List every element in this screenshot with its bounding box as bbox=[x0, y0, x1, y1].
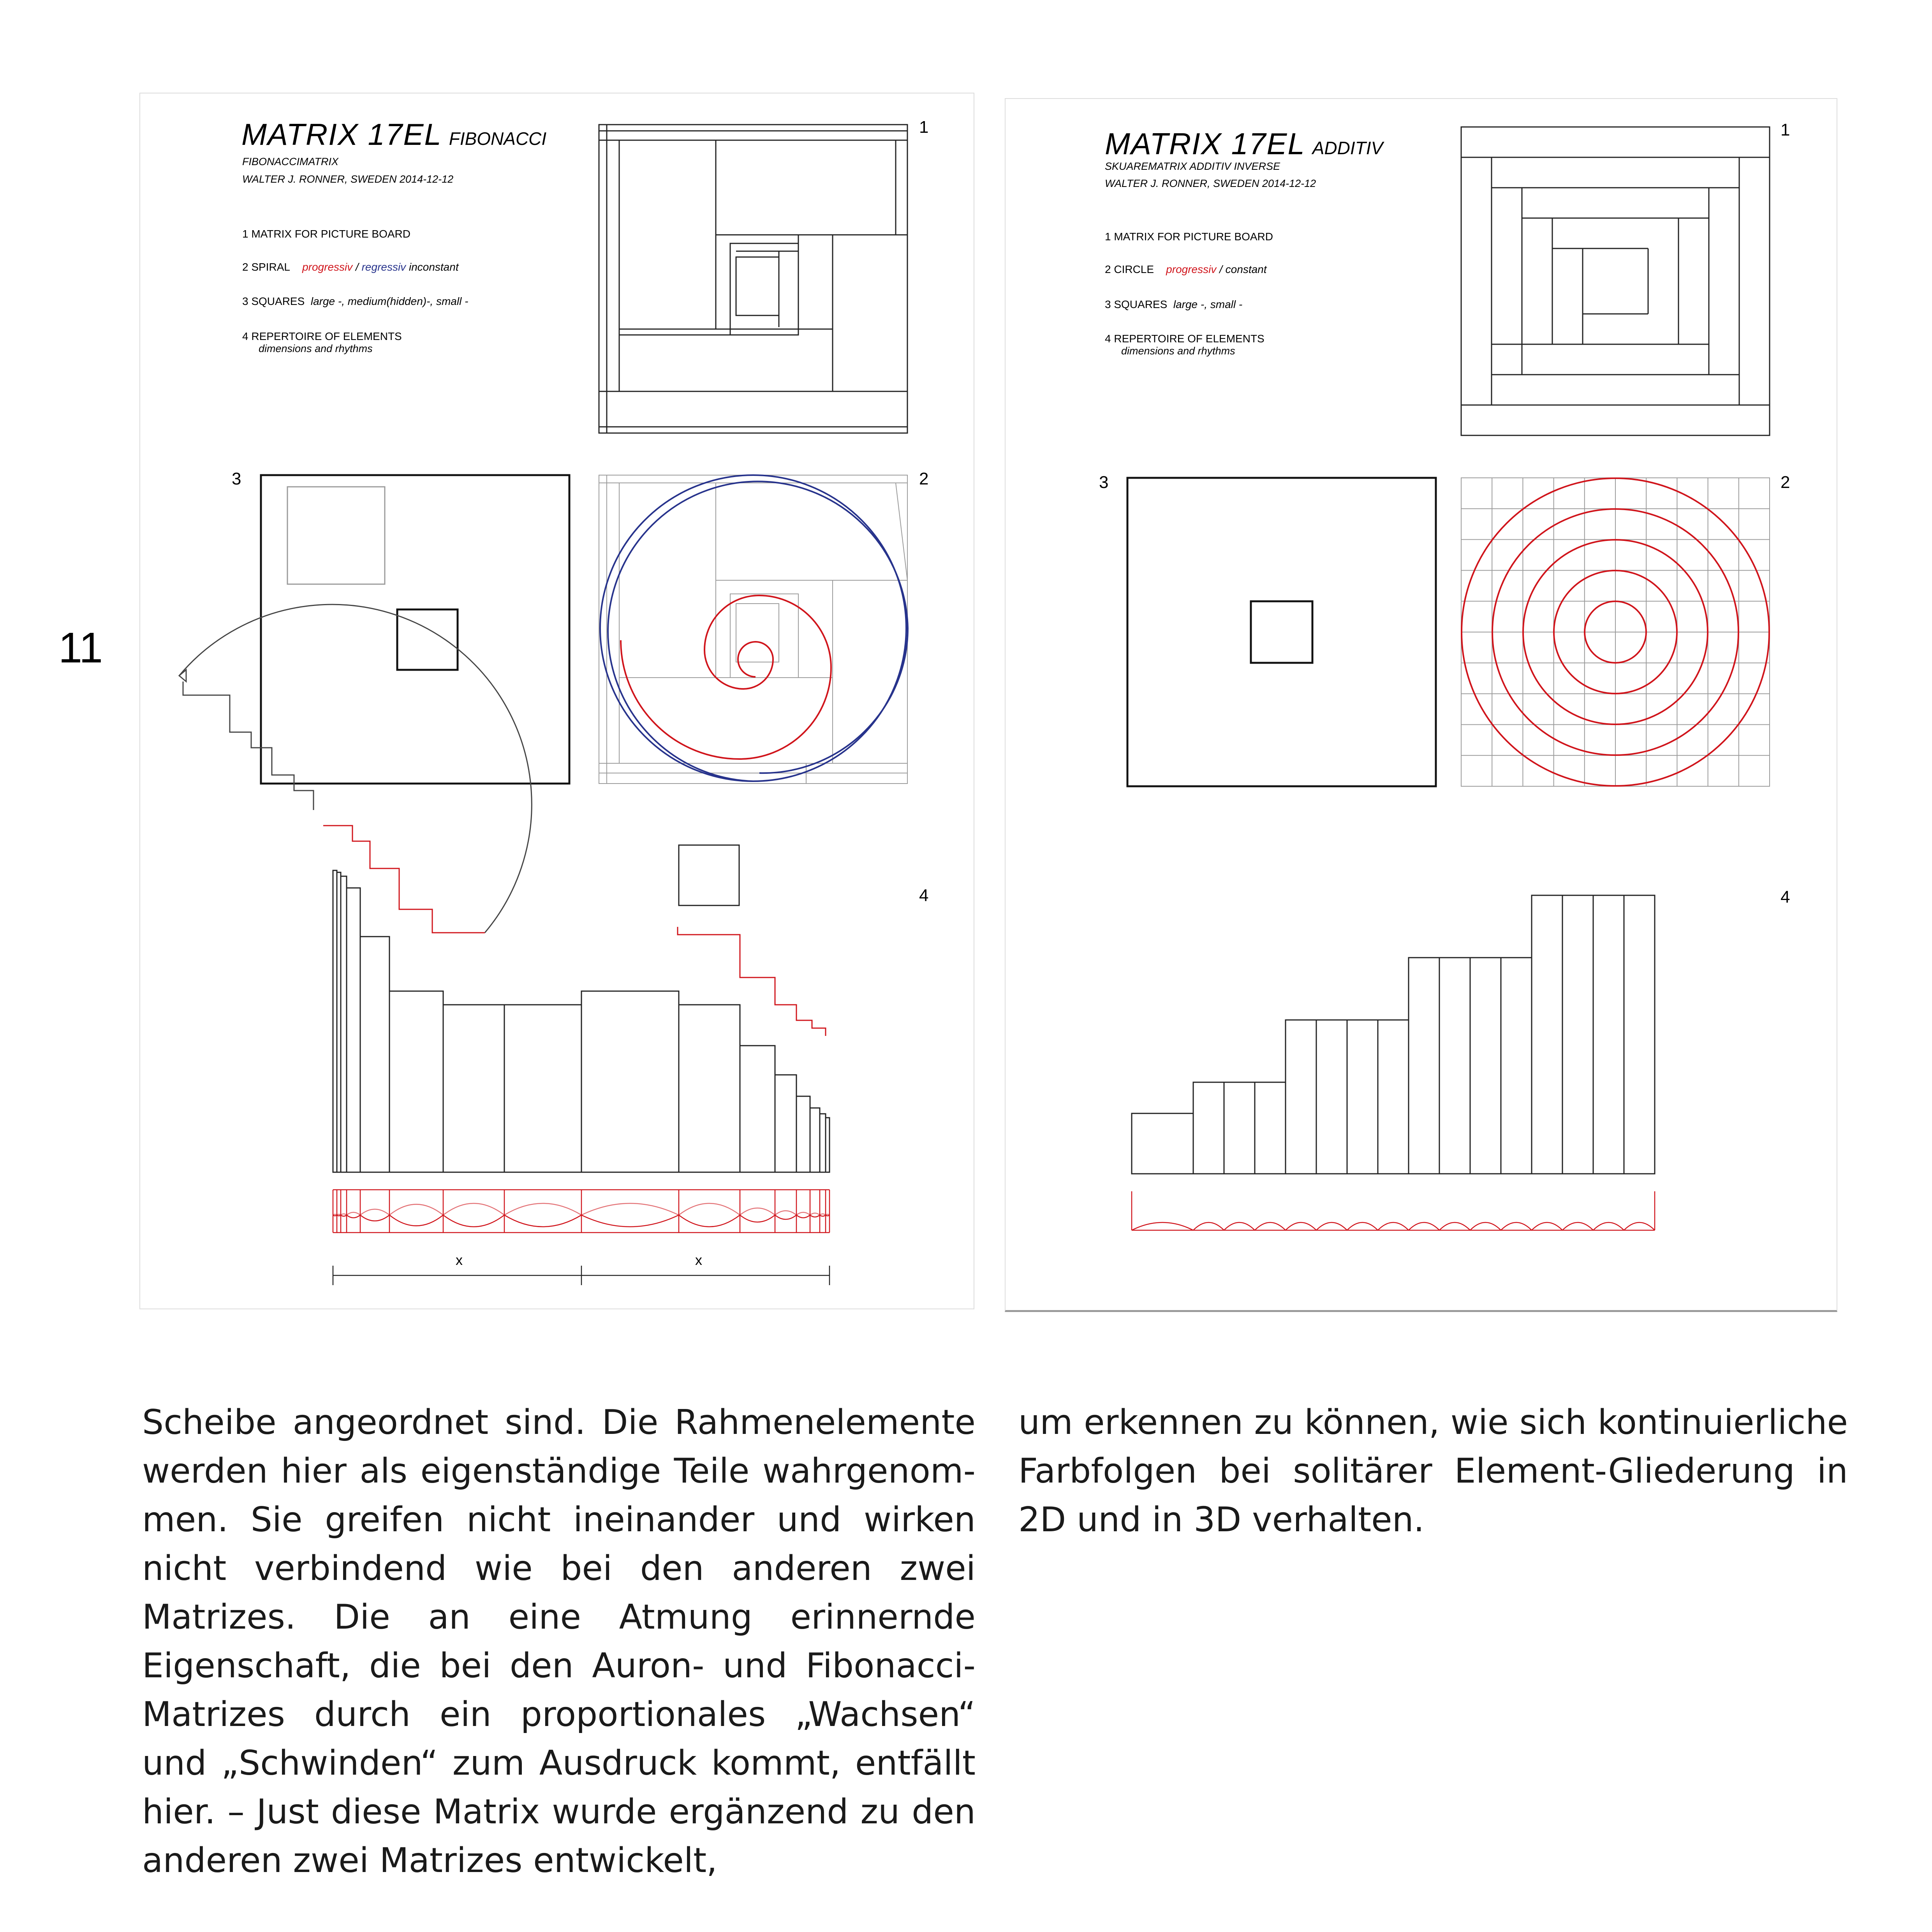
ruler-arc bbox=[796, 1215, 810, 1218]
ruler-arc bbox=[341, 1215, 347, 1216]
legend-item-4-label: 4 REPERTOIRE OF ELEMENTS bbox=[1105, 333, 1265, 345]
ruler-arc bbox=[1593, 1222, 1624, 1230]
panel-number-1: 1 bbox=[919, 118, 929, 137]
fibonacci-matrix-drawing bbox=[140, 93, 974, 1309]
sheet-title bbox=[1105, 126, 1383, 162]
fibonacci-bar bbox=[504, 1005, 581, 1172]
title-main: MATRIX 17EL bbox=[1105, 127, 1305, 161]
fibonacci-bar bbox=[581, 991, 679, 1172]
additiv-bar bbox=[1316, 1020, 1347, 1174]
panel-number-2: 2 bbox=[1781, 473, 1790, 492]
ruler-arc bbox=[581, 1215, 679, 1227]
ruler-arc bbox=[1378, 1222, 1409, 1230]
ruler-arc bbox=[341, 1214, 347, 1215]
additiv-bar bbox=[1409, 958, 1439, 1174]
additiv-bar bbox=[1439, 958, 1470, 1174]
ruler-arc bbox=[740, 1215, 775, 1222]
ruler-arc bbox=[740, 1208, 775, 1215]
x-dimension-lines bbox=[333, 1266, 830, 1285]
additiv-bar bbox=[1286, 1020, 1316, 1174]
ruler-arc bbox=[826, 1214, 830, 1215]
sheet-title bbox=[241, 117, 546, 152]
additiv-bar bbox=[1470, 958, 1501, 1174]
legend-constant: / constant bbox=[1216, 263, 1267, 275]
ruler-arc bbox=[1286, 1222, 1316, 1230]
ruler-arc bbox=[1532, 1222, 1562, 1230]
legend-item-1: 1 MATRIX FOR PICTURE BOARD bbox=[242, 228, 410, 240]
legend-item-4-detail: dimensions and rhythms bbox=[1121, 345, 1235, 357]
fibonacci-bar bbox=[443, 1005, 504, 1172]
connector-lines bbox=[179, 604, 826, 1036]
panel-4-small-square bbox=[679, 845, 739, 905]
legend-item-2-label: 2 SPIRAL bbox=[242, 261, 290, 273]
additiv-bar bbox=[1132, 1113, 1193, 1174]
additiv-bar bbox=[1193, 1082, 1224, 1174]
fibonacci-bar bbox=[820, 1114, 826, 1172]
legend-item-4 bbox=[1105, 333, 1265, 357]
panel-2-blue-spiral bbox=[600, 475, 908, 781]
additiv-bar bbox=[1501, 958, 1532, 1174]
additiv-bar bbox=[1255, 1082, 1286, 1174]
ruler-arc bbox=[810, 1215, 820, 1217]
fibonacci-bar bbox=[796, 1096, 810, 1172]
title-suffix: FIBONACCI bbox=[449, 129, 547, 149]
additiv-bar bbox=[1347, 1020, 1378, 1174]
additiv-bar bbox=[1224, 1082, 1255, 1174]
ruler-arc bbox=[1193, 1222, 1224, 1230]
title-main: MATRIX 17EL bbox=[241, 117, 442, 151]
additiv-matrix-sheet bbox=[1005, 98, 1837, 1312]
subtitle-author: WALTER J. RONNER, SWEDEN 2014-12-12 bbox=[1105, 178, 1316, 189]
additiv-bar bbox=[1378, 1020, 1409, 1174]
legend-separator: / bbox=[352, 261, 362, 273]
ruler-arc bbox=[443, 1203, 504, 1215]
subtitle-matrix: SKUAREMATRIX ADDITIV INVERSE bbox=[1105, 160, 1280, 172]
fibonacci-bar bbox=[389, 991, 443, 1172]
panel-number-3: 3 bbox=[232, 469, 241, 488]
panel-number-1: 1 bbox=[1781, 120, 1790, 139]
panel-number-4: 4 bbox=[1781, 888, 1790, 907]
legend-progressiv: progressiv bbox=[302, 261, 353, 273]
panel-2-grid bbox=[1461, 478, 1770, 786]
legend-item-2-label: 2 CIRCLE bbox=[1105, 263, 1154, 275]
ruler-arc bbox=[347, 1212, 360, 1215]
body-text-left-column: Scheibe angeordnet sind. Die Rahmenelemente werden hier als eigenständige Teile wahrgenommen. Sie greifen nicht ineinander und wirken nicht verbindend wie bei den anderen zwei Matrizes. Die an eine Atmung erinnernde Eigenschaft, die bei den Auron- und Fibonacci-Matrizes durch ein proportionales „Wachsen“ und „Schwinden“ zum Ausdruck kommt, entfällt hier. – Just diese Matrix wurde ergänzend zu den anderen zwei Matrizes entwickelt, bbox=[142, 1402, 976, 1880]
legend-item-2 bbox=[1105, 263, 1267, 276]
fibonacci-matrix-sheet bbox=[139, 93, 974, 1309]
ruler-arc bbox=[389, 1204, 443, 1215]
ruler-arc bbox=[1347, 1222, 1378, 1230]
legend-item-3 bbox=[1105, 298, 1242, 311]
ruler-arc bbox=[504, 1203, 581, 1215]
ruler-arc bbox=[504, 1215, 581, 1227]
ruler-arc bbox=[1562, 1222, 1593, 1230]
legend-item-3-detail: large -, small - bbox=[1173, 298, 1243, 310]
ruler-arc bbox=[679, 1215, 740, 1227]
panel-3-squares bbox=[261, 475, 569, 784]
ruler-arc bbox=[1316, 1222, 1347, 1230]
panel-4-additiv-bars bbox=[1132, 895, 1655, 1174]
additiv-matrix-drawing bbox=[1006, 99, 1837, 1310]
legend-regressiv: regressiv bbox=[361, 261, 406, 273]
page-number: 11 bbox=[58, 624, 103, 672]
ruler-arc bbox=[1132, 1222, 1193, 1230]
ruler-arc bbox=[820, 1214, 826, 1215]
ruler-arc bbox=[581, 1203, 679, 1215]
ruler-arc bbox=[810, 1213, 820, 1215]
legend-item-3-label: 3 SQUARES bbox=[242, 295, 305, 307]
legend-inconstant: inconstant bbox=[406, 261, 459, 273]
ruler-arc bbox=[1470, 1222, 1501, 1230]
additiv-bar bbox=[1532, 895, 1562, 1174]
ruler-arc bbox=[1439, 1222, 1470, 1230]
fibonacci-bar bbox=[679, 1005, 740, 1172]
fibonacci-bar bbox=[775, 1075, 796, 1172]
ruler-arc bbox=[360, 1215, 389, 1221]
panel-1-picture-board bbox=[1461, 127, 1770, 435]
ruler-arc bbox=[679, 1203, 740, 1215]
ruler-arc bbox=[360, 1209, 389, 1215]
legend-progressiv: progressiv bbox=[1166, 263, 1217, 275]
legend-item-3-label: 3 SQUARES bbox=[1105, 298, 1168, 310]
fibonacci-bar bbox=[360, 937, 389, 1172]
title-suffix: ADDITIV bbox=[1312, 138, 1383, 158]
legend-item-2 bbox=[242, 261, 459, 273]
ruler-arc bbox=[796, 1212, 810, 1215]
legend-item-4 bbox=[242, 330, 402, 355]
ruler-arc bbox=[347, 1215, 360, 1218]
panel-number-2: 2 bbox=[919, 469, 929, 488]
ruler-arc bbox=[1409, 1222, 1439, 1230]
subtitle-matrix: FIBONACCIMATRIX bbox=[242, 156, 339, 167]
ruler-arc bbox=[337, 1214, 341, 1215]
ruler-arc bbox=[1501, 1222, 1532, 1230]
panel-1-picture-board bbox=[599, 125, 907, 433]
additiv-bar bbox=[1593, 895, 1624, 1174]
legend-item-4-detail: dimensions and rhythms bbox=[259, 343, 373, 354]
additiv-bar bbox=[1624, 895, 1655, 1174]
legend-item-4-label: 4 REPERTOIRE OF ELEMENTS bbox=[242, 330, 402, 342]
panel-4-fibonacci-bars bbox=[333, 870, 830, 1172]
ruler-arc bbox=[775, 1215, 796, 1219]
ruler-arc bbox=[1224, 1222, 1255, 1230]
ruler-arc bbox=[1255, 1222, 1286, 1230]
fibonacci-bar bbox=[740, 1046, 775, 1172]
subtitle-author: WALTER J. RONNER, SWEDEN 2014-12-12 bbox=[242, 173, 454, 185]
panel-4-rhythm-ruler bbox=[1132, 1191, 1655, 1230]
fibonacci-bar bbox=[341, 876, 347, 1172]
x-label-left: x bbox=[456, 1252, 463, 1268]
ruler-arc bbox=[333, 1214, 337, 1215]
fibonacci-bar bbox=[826, 1118, 830, 1172]
ruler-arc bbox=[775, 1211, 796, 1215]
panel-number-3: 3 bbox=[1099, 473, 1109, 492]
x-label-right: x bbox=[695, 1252, 702, 1268]
ruler-arc bbox=[443, 1215, 504, 1227]
ruler-arc bbox=[820, 1215, 826, 1216]
legend-item-3 bbox=[242, 295, 468, 308]
fibonacci-bar bbox=[347, 888, 360, 1172]
additiv-bar bbox=[1562, 895, 1593, 1174]
panel-4-rhythm-ruler bbox=[333, 1190, 830, 1233]
legend-item-3-detail: large -, medium(hidden)-, small - bbox=[310, 295, 468, 307]
panel-number-4: 4 bbox=[919, 886, 929, 905]
fibonacci-bar bbox=[810, 1108, 820, 1172]
body-text-right-column: um erkennen zu können, wie sich kontinuierliche Farbfolgen bei solitärer Element-Gliederung in 2D und in 3D verhalten. bbox=[1018, 1402, 1848, 1539]
panel-3-squares bbox=[1127, 478, 1436, 786]
legend-item-1: 1 MATRIX FOR PICTURE BOARD bbox=[1105, 231, 1273, 243]
ruler-arc bbox=[389, 1215, 443, 1226]
ruler-arc bbox=[1624, 1222, 1655, 1230]
